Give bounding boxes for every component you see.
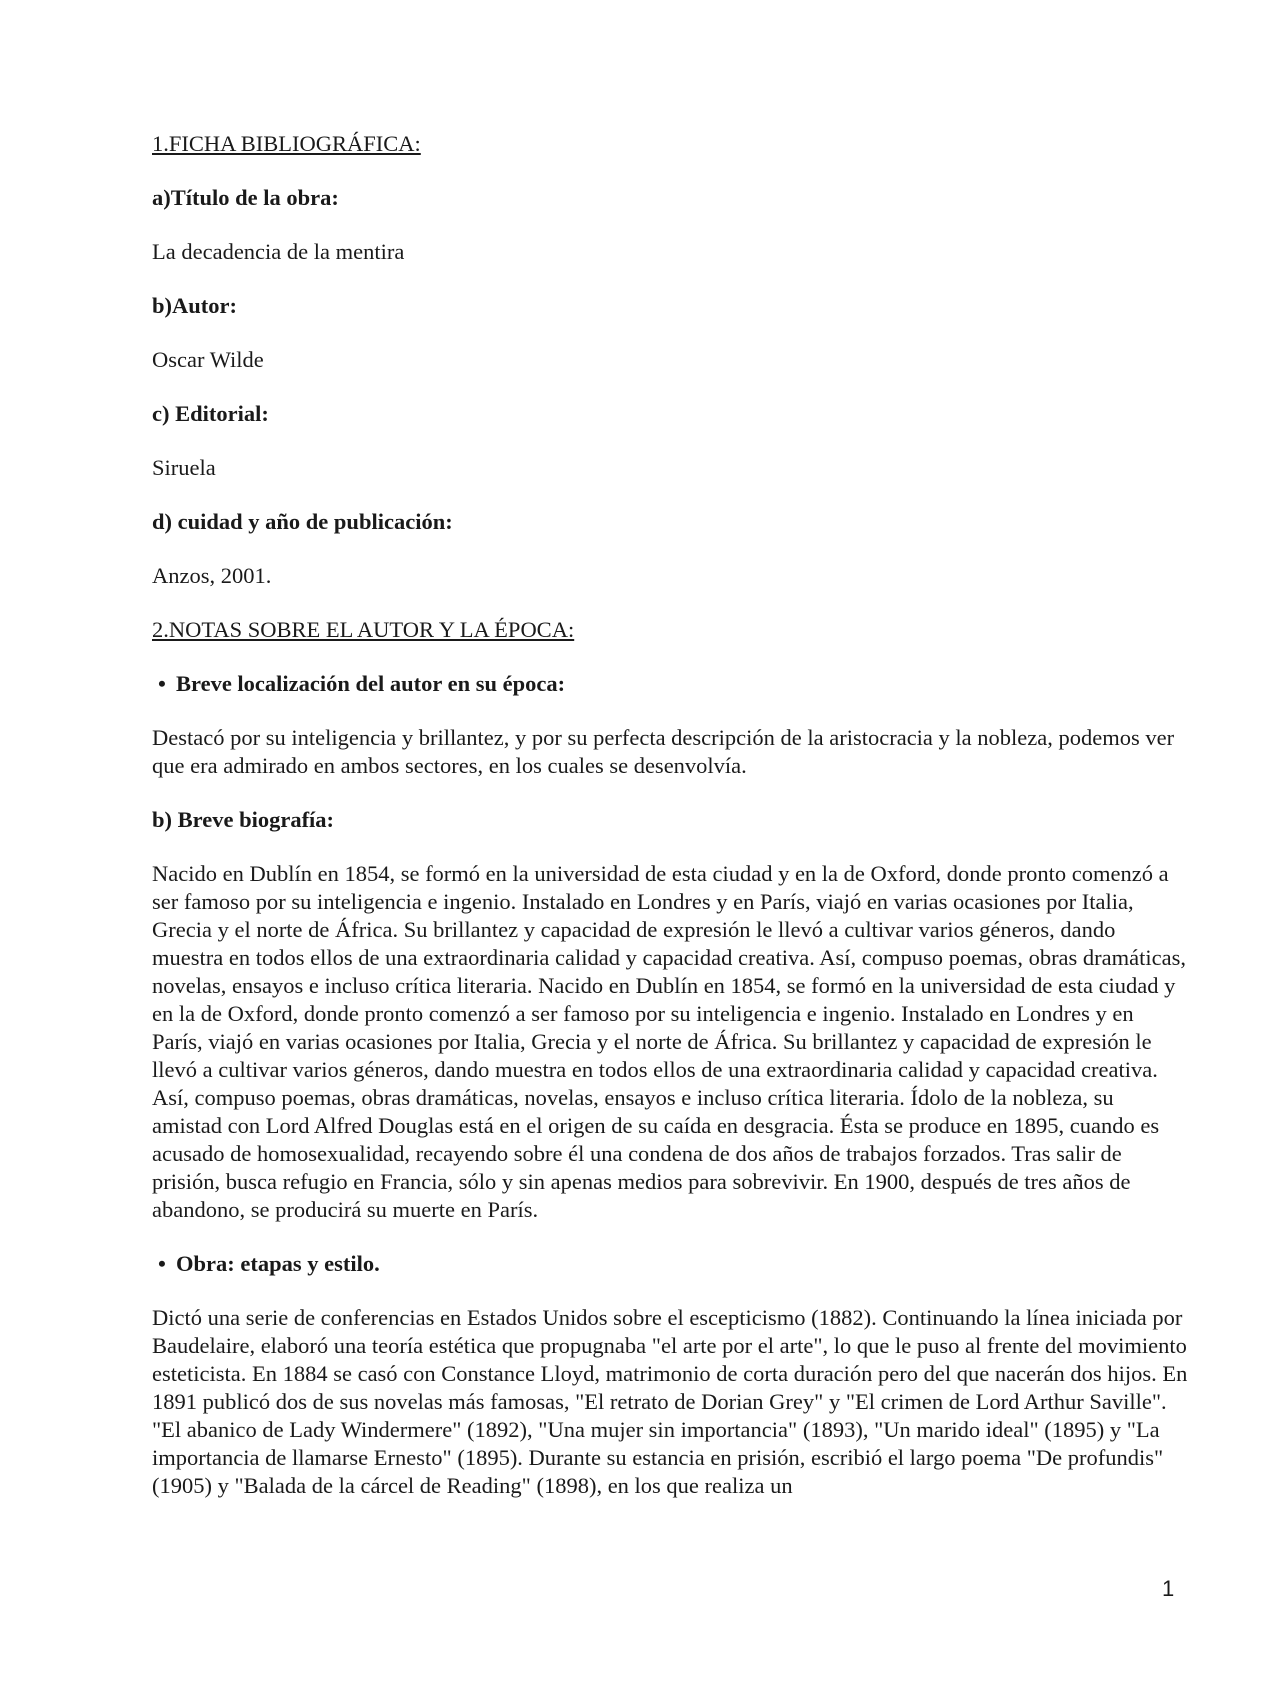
bullet-icon: •: [158, 1251, 166, 1276]
document-page: [152, 130, 1188, 1526]
section-title-ficha: 1.FICHA BIBLIOGRÁFICA:: [152, 131, 421, 156]
obra-paragraph: Dictó una serie de conferencias en Estados Unidos sobre el escepticismo (1882). Continuando la línea iniciada por Baudelaire, elaboró una teoría estética que propugnaba "el arte por el arte", lo que le puso al frente del movimiento esteticista. En 1884 se casó con Constance Lloyd, matrimonio de corta duración pero del que nacerán dos hijos. En 1891 publicó dos de sus novelas más famosas, "El retrato de Dorian Grey" y "El crimen de Lord Arthur Saville". "El abanico de Lady Windermere" (1892), "Una mujer sin importancia" (1893), "Un marido ideal" (1895) y "La importancia de llamarse Ernesto" (1895). Durante su estancia en prisión, escribió el largo poema "De profundis" (1905) y "Balada de la cárcel de Reading" (1898), en los que realiza un: [152, 1305, 1188, 1498]
localizacion-heading: [158, 670, 1188, 698]
section-title-notas: 2.NOTAS SOBRE EL AUTOR Y LA ÉPOCA:: [152, 617, 575, 642]
titulo-value: La decadencia de la mentira: [152, 239, 405, 264]
editorial-label: c) Editorial:: [152, 401, 269, 426]
localizacion-label: Breve localización del autor en su época:: [176, 671, 566, 696]
editorial-value: Siruela: [152, 455, 216, 480]
obra-heading: [158, 1250, 1188, 1278]
autor-label: b)Autor:: [152, 293, 237, 318]
ciudad-label: d) cuidad y año de publicación:: [152, 509, 453, 534]
page-number: 1: [1162, 1576, 1175, 1601]
localizacion-paragraph: Destacó por su inteligencia y brillantez, y por su perfecta descripción de la aristocracia y la nobleza, podemos ver que era admirado en ambos sectores, en los cuales se desenvolvía.: [152, 725, 1175, 778]
biografia-label: b) Breve biografía:: [152, 807, 335, 832]
bullet-icon: •: [158, 671, 166, 696]
titulo-label: a)Título de la obra:: [152, 185, 339, 210]
biografia-paragraph: Nacido en Dublín en 1854, se formó en la universidad de esta ciudad y en la de Oxford, donde pronto comenzó a ser famoso por su inteligencia e ingenio. Instalado en Londres y en París, viajó en varias ocasiones por Italia, Grecia y el norte de África. Su brillantez y capacidad de expresión le llevó a cultivar varios géneros, dando muestra en todos ellos de una extraordinaria calidad y capacidad creativa. Así, compuso poemas, obras dramáticas, novelas, ensayos e incluso crítica literaria. Nacido en Dublín en 1854, se formó en la universidad de esta ciudad y en la de Oxford, donde pronto comenzó a ser famoso por su inteligencia e ingenio. Instalado en Londres y en París, viajó en varias ocasiones por Italia, Grecia y el norte de África. Su brillantez y capacidad de expresión le llevó a cultivar varios géneros, dando muestra en todos ellos de una extraordinaria calidad y capacidad creativa. Así, compuso poemas, obras dramáticas, novelas, ensayos e incluso crítica literaria. Ídolo de la nobleza, su amistad con Lord Alfred Douglas está en el origen de su caída en desgracia. Ésta se produce en 1895, cuando es acusado de homosexualidad, recayendo sobre él una condena de dos años de trabajos forzados. Tras salir de prisión, busca refugio en Francia, sólo y sin apenas medios para sobrevivir. En 1900, después de tres años de abandono, se producirá su muerte en París.: [152, 861, 1187, 1222]
ciudad-value: Anzos, 2001.: [152, 563, 272, 588]
autor-value: Oscar Wilde: [152, 347, 264, 372]
obra-label: Obra: etapas y estilo.: [176, 1251, 380, 1276]
